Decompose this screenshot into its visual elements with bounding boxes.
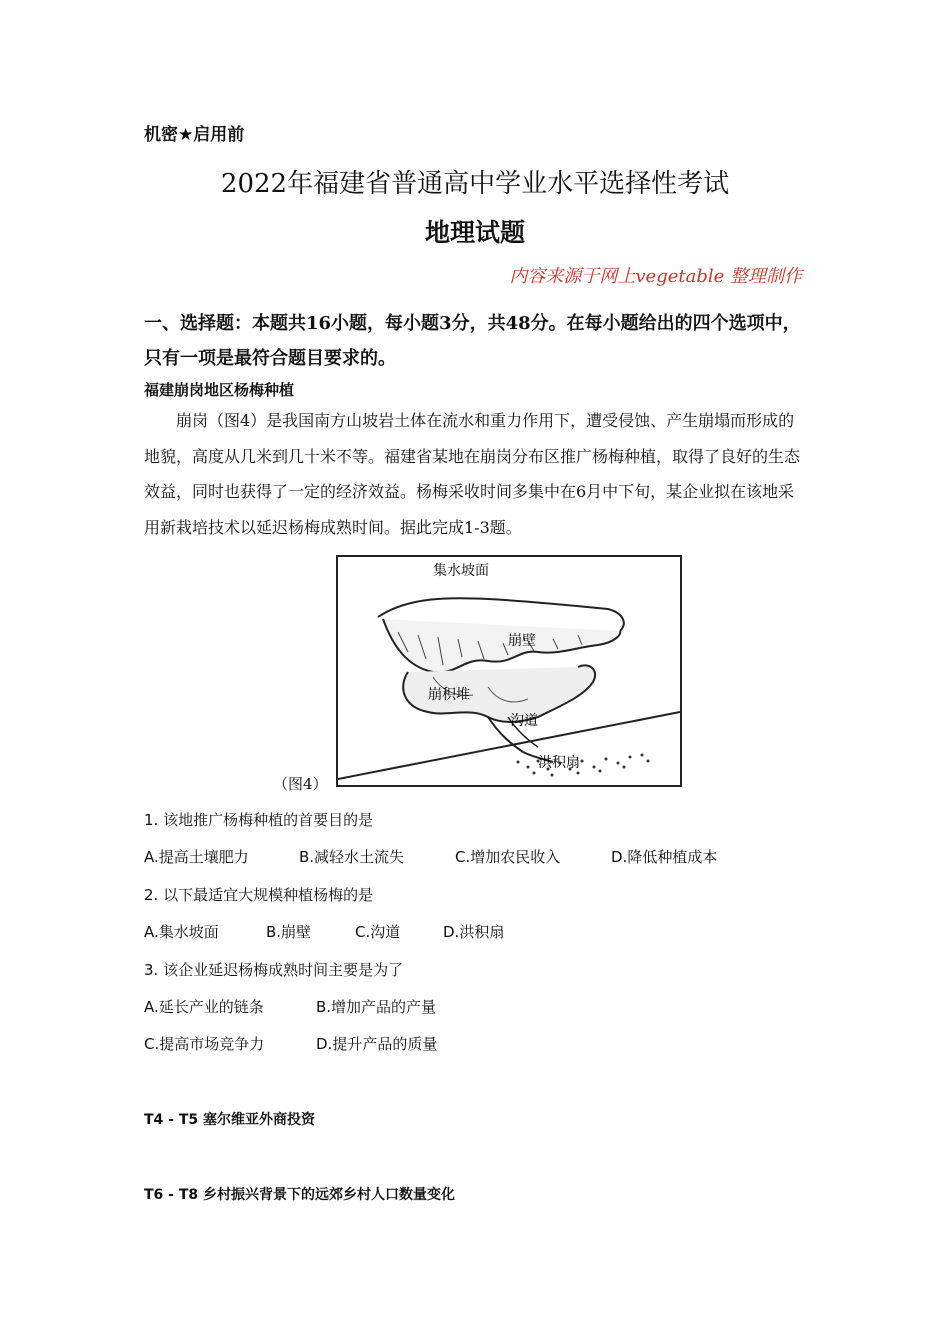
topic-title: 福建崩岗地区杨梅种植 <box>144 381 295 399</box>
section-heading: 一、选择题：本题共16小题，每小题3分，共48分。在每小题给出的四个选项中，只有一项是最符合题目要求的。 <box>144 313 801 369</box>
label-catchment: 集水坡面 <box>433 563 489 579</box>
label-channel: 沟道 <box>510 713 538 729</box>
exam-subtitle: 地理试题 <box>424 218 525 247</box>
topic-paragraph: 崩岗（图4）是我国南方山坡岩土体在流水和重力作用下，遭受侵蚀、产生崩塌而形成的地貌，高度从几米到几十米不等。福建省某地在崩岗分布区推广杨梅种植，取得了良好的生态效益，同时也获得了一定的经济效益。杨梅采收时间多集中在6月中下旬，某企业拟在该地采用新栽培技术以延迟杨梅成熟时间。据此完成1-3题。 <box>144 411 801 537</box>
figure-caption: （图4） <box>273 775 328 793</box>
confidential-label: 机密★启用前 <box>144 125 245 145</box>
q1-option-b: B.减轻水土流失 <box>299 848 405 866</box>
label-wall: 崩壁 <box>508 633 536 649</box>
q2-option-d: D.洪积扇 <box>443 923 505 941</box>
q2-option-b: B.崩壁 <box>266 923 312 941</box>
label-fan: 洪积扇 <box>538 755 580 771</box>
q3-option-c: C.提高市场竞争力 <box>144 1035 265 1053</box>
topic-t4-t5: T4 - T5 塞尔维亚外商投资 <box>144 1112 316 1128</box>
q3-option-b: B.增加产品的产量 <box>316 998 437 1016</box>
topic-t6-t8: T6 - T8 乡村振兴背景下的远郊乡村人口数量变化 <box>144 1187 456 1203</box>
source-note: 内容来源于网上vegetable 整理制作 <box>509 266 802 287</box>
q2-option-a: A.集水坡面 <box>144 923 219 941</box>
q1-option-c: C.增加农民收入 <box>455 848 561 866</box>
question-2-stem: 2. 以下最适宜大规模种植杨梅的是 <box>144 886 374 904</box>
question-1-stem: 1. 该地推广杨梅种植的首要目的是 <box>144 811 374 829</box>
landform-figure <box>336 555 682 787</box>
q3-option-a: A.延长产业的链条 <box>144 998 264 1016</box>
label-colluvium: 崩积堆 <box>428 687 470 703</box>
q2-option-c: C.沟道 <box>355 923 401 941</box>
q1-option-a: A.提高土壤肥力 <box>144 848 249 866</box>
landform-illustration <box>338 557 680 785</box>
q3-option-d: D.提升产品的质量 <box>316 1035 438 1053</box>
question-3-stem: 3. 该企业延迟杨梅成熟时间主要是为了 <box>144 961 404 979</box>
exam-title: 2022年福建省普通高中学业水平选择性考试 <box>220 169 730 199</box>
q1-option-d: D.降低种植成本 <box>611 848 718 866</box>
